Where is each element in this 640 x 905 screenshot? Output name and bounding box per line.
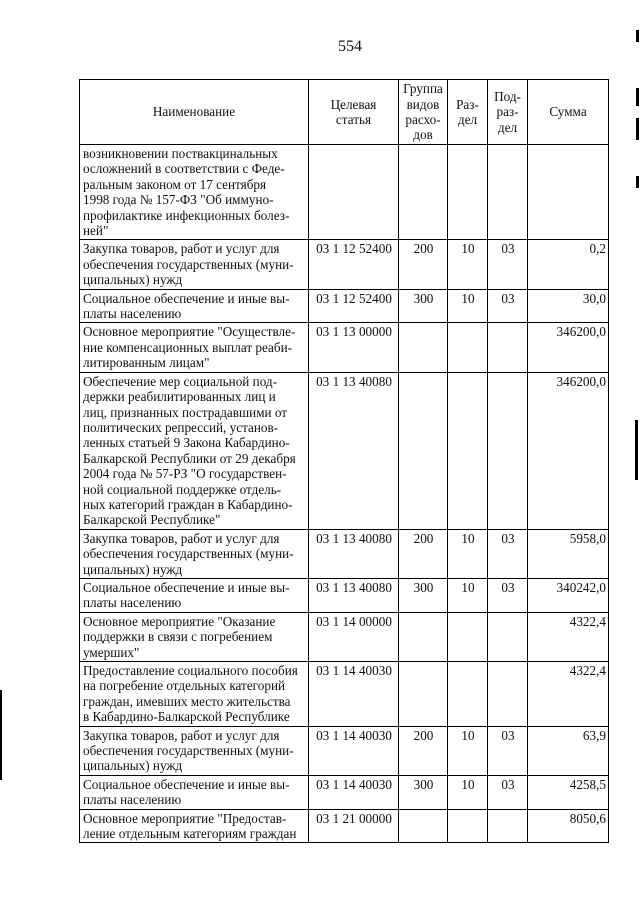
header-subsection: Под- раз- дел (488, 80, 528, 145)
cell-target-article: 03 1 12 52400 (309, 289, 399, 323)
cell-sum: 346200,0 (528, 372, 609, 529)
header-name: Наименование (80, 80, 309, 145)
cell-expense-group (399, 145, 448, 240)
page-number: 554 (338, 38, 362, 55)
cell-expense-group: 200 (399, 240, 448, 289)
cell-section: 10 (448, 289, 488, 323)
cell-section (448, 323, 488, 372)
cell-section (448, 372, 488, 529)
table-row (80, 662, 609, 727)
cell-name: Закупка товаров, работ и услуг для обеспечения государственных (муни- ципальных) нужд (80, 529, 309, 578)
cell-name: Закупка товаров, работ и услуг для обеспечения государственных (муни- ципальных) нужд (80, 240, 309, 289)
cell-name: Закупка товаров, работ и услуг для обеспечения государственных (муни- ципальных) нужд (80, 726, 309, 775)
cell-expense-group: 200 (399, 726, 448, 775)
cell-target-article: 03 1 13 40080 (309, 578, 399, 612)
table-row (80, 289, 609, 323)
table-row (80, 372, 609, 529)
cell-name: Предоставление социального пособия на погребение отдельных категорий граждан, имевших место жительства в Кабардино-Балкарской Республике (80, 662, 309, 727)
cell-target-article: 03 1 14 40030 (309, 726, 399, 775)
cell-subsection (488, 145, 528, 240)
cell-subsection (488, 662, 528, 727)
cell-sum: 4322,4 (528, 662, 609, 727)
cell-expense-group: 300 (399, 775, 448, 809)
cell-section: 10 (448, 529, 488, 578)
scan-artifact-mark (0, 690, 2, 780)
cell-subsection: 03 (488, 775, 528, 809)
cell-name: Основное мероприятие "Оказание поддержки в связи с погребением умерших" (80, 612, 309, 661)
table-row (80, 726, 609, 775)
table-row (80, 578, 609, 612)
cell-name: Основное мероприятие "Предостав- ление отдельным категориям граждан (80, 809, 309, 843)
cell-name: Социальное обеспечение и иные вы- платы населению (80, 289, 309, 323)
cell-name: Обеспечение мер социальной под- держки реабилитированных лиц и лиц, признанных пострадавшими от политических репрессий, установ- ленных статьей 9 Закона Кабардино- Балкарской Республики от 29 декабря 2004 года № 57-РЗ "О государствен- ной социальной поддержке отдель- ных категорий граждан в Кабардино- Балкарской Республике" (80, 372, 309, 529)
cell-subsection: 03 (488, 726, 528, 775)
cell-target-article: 03 1 14 40030 (309, 662, 399, 727)
cell-subsection (488, 323, 528, 372)
table-row (80, 240, 609, 289)
cell-section (448, 145, 488, 240)
cell-sum: 30,0 (528, 289, 609, 323)
table-header-row (80, 80, 609, 145)
cell-subsection (488, 372, 528, 529)
cell-sum: 4322,4 (528, 612, 609, 661)
cell-expense-group: 300 (399, 289, 448, 323)
scan-artifact-mark (635, 420, 638, 480)
table-row (80, 612, 609, 661)
table-row (80, 145, 609, 240)
cell-target-article: 03 1 14 00000 (309, 612, 399, 661)
scan-artifact-mark (636, 30, 639, 42)
cell-subsection (488, 612, 528, 661)
cell-subsection: 03 (488, 240, 528, 289)
cell-target-article: 03 1 13 00000 (309, 323, 399, 372)
cell-sum: 0,2 (528, 240, 609, 289)
cell-sum: 63,9 (528, 726, 609, 775)
cell-section: 10 (448, 578, 488, 612)
cell-section: 10 (448, 775, 488, 809)
cell-sum: 340242,0 (528, 578, 609, 612)
cell-sum: 346200,0 (528, 323, 609, 372)
cell-subsection: 03 (488, 289, 528, 323)
cell-expense-group (399, 323, 448, 372)
cell-name: Социальное обеспечение и иные вы- платы населению (80, 578, 309, 612)
cell-target-article: 03 1 12 52400 (309, 240, 399, 289)
cell-target-article: 03 1 13 40080 (309, 372, 399, 529)
cell-section (448, 662, 488, 727)
cell-target-article (309, 145, 399, 240)
cell-section: 10 (448, 726, 488, 775)
budget-table (79, 79, 609, 843)
table-row (80, 529, 609, 578)
cell-sum: 5958,0 (528, 529, 609, 578)
scan-artifact-mark (636, 118, 639, 140)
cell-name: Основное мероприятие "Осуществле- ние компенсационных выплат реаби- литированным лицам" (80, 323, 309, 372)
cell-target-article: 03 1 14 40030 (309, 775, 399, 809)
cell-expense-group (399, 612, 448, 661)
cell-sum (528, 145, 609, 240)
header-sum: Сумма (528, 80, 609, 145)
cell-sum: 4258,5 (528, 775, 609, 809)
header-expense-group: Группа видов расхо- дов (399, 80, 448, 145)
cell-name: Социальное обеспечение и иные вы- платы населению (80, 775, 309, 809)
cell-target-article: 03 1 21 00000 (309, 809, 399, 843)
cell-subsection (488, 809, 528, 843)
cell-name: возникновении поствакцинальных осложнений в соответствии с Феде- ральным законом от 17 сентября 1998 года № 157-ФЗ "Об иммуно- профилактике инфекционных болез- ней" (80, 145, 309, 240)
table-row (80, 323, 609, 372)
cell-subsection: 03 (488, 578, 528, 612)
cell-subsection: 03 (488, 529, 528, 578)
cell-section: 10 (448, 240, 488, 289)
scan-artifact-mark (636, 176, 639, 188)
header-target-article: Целевая статья (309, 80, 399, 145)
cell-target-article: 03 1 13 40080 (309, 529, 399, 578)
cell-expense-group (399, 372, 448, 529)
header-section: Раз- дел (448, 80, 488, 145)
cell-expense-group (399, 662, 448, 727)
table-row (80, 809, 609, 843)
table-row (80, 775, 609, 809)
cell-sum: 8050,6 (528, 809, 609, 843)
scan-artifact-mark (636, 88, 639, 106)
cell-expense-group: 200 (399, 529, 448, 578)
cell-expense-group: 300 (399, 578, 448, 612)
cell-expense-group (399, 809, 448, 843)
cell-section (448, 612, 488, 661)
cell-section (448, 809, 488, 843)
